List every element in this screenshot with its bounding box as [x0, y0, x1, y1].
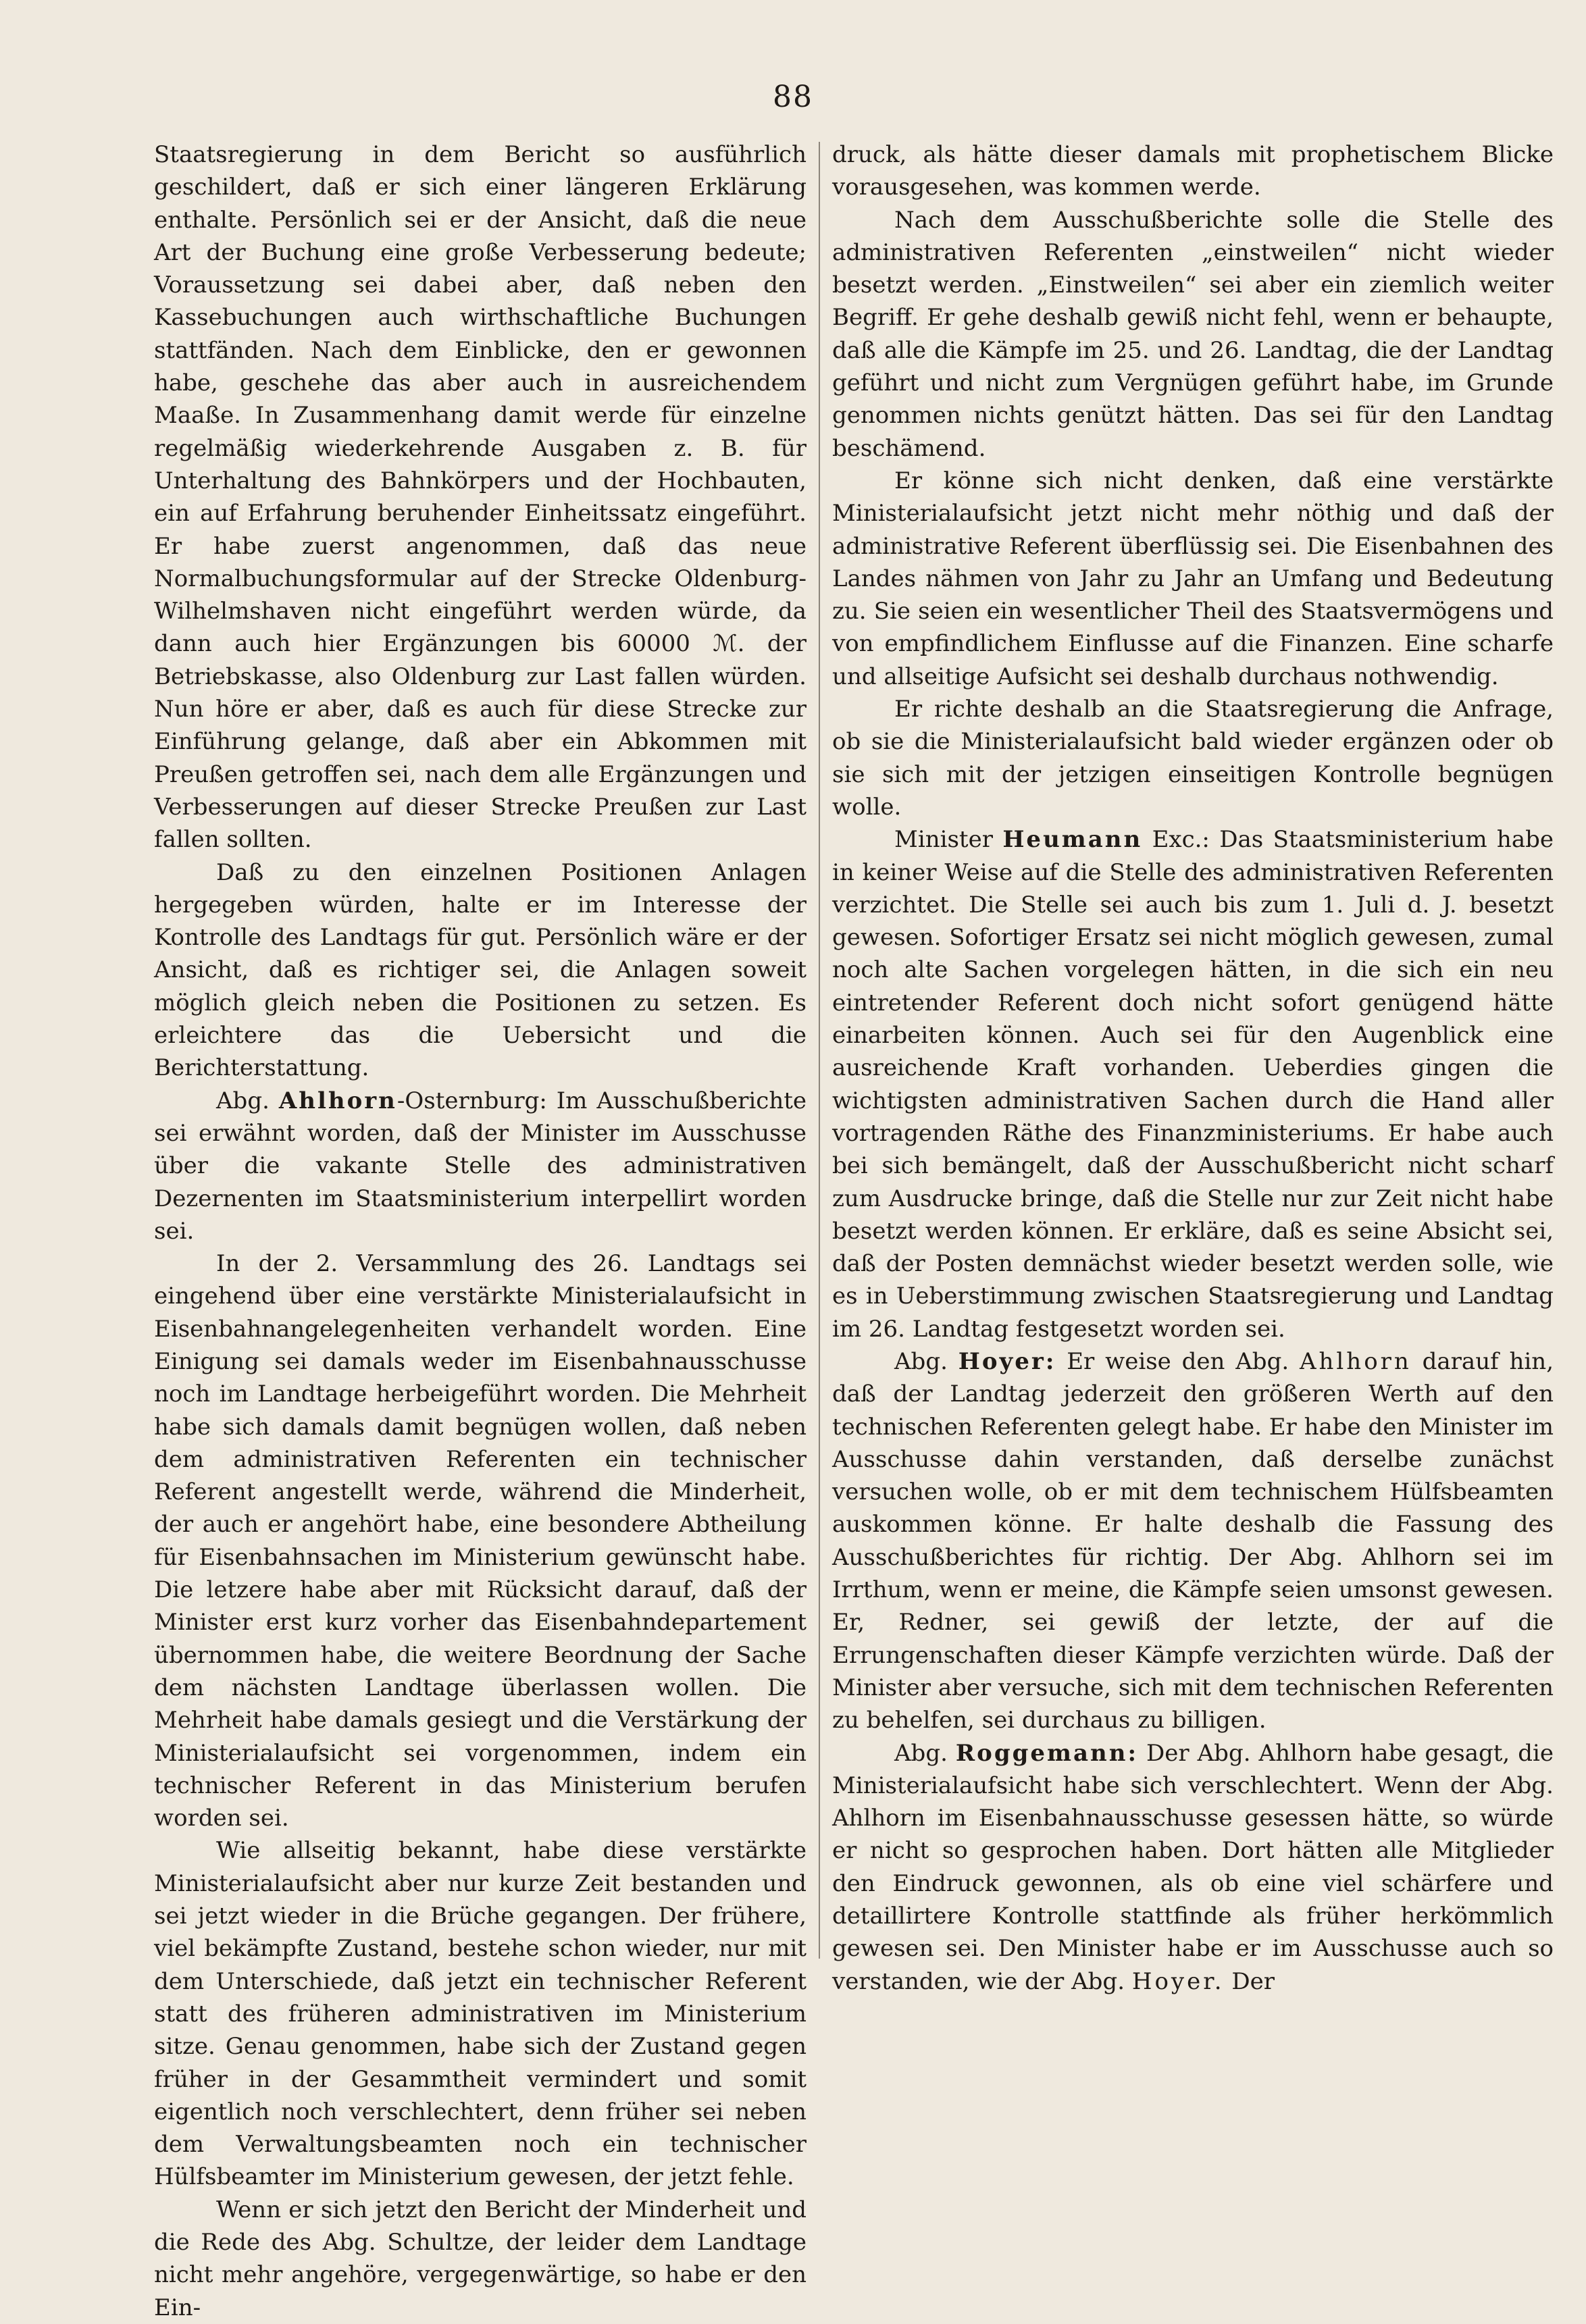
paragraph: Er könne sich nicht denken, daß eine verstärkte Ministerialaufsicht jetzt nicht mehr nöthig und daß der administrative Referent überflüssig sei. Die Eisenbahnen des Landes nähmen von Jahr zu Jahr an Umfang und Bedeutung zu. Sie seien ein wesentlicher Theil des Staatsvermögens und von empfindlichem Einflusse auf die Finanzen. Eine scharfe und allseitige Aufsicht sei deshalb durchaus nothwendig.	[832, 467, 1554, 690]
speaker-name: Ahlhorn	[278, 1087, 397, 1114]
speaker-paragraph	[832, 1345, 1554, 1737]
left-column	[154, 138, 807, 2321]
speaker-name: Roggemann:	[955, 1739, 1138, 1767]
page-number: 88	[773, 80, 813, 114]
spaced-name: Ahlhorn	[1299, 1347, 1412, 1375]
speaker-title: Abg.	[216, 1087, 279, 1114]
speaker-title: Abg.	[894, 1347, 958, 1375]
spaced-name: Hoyer.	[1131, 1967, 1225, 1995]
speaker-name: Hoyer:	[958, 1347, 1056, 1375]
paragraph: Wie allseitig bekannt, habe diese verstärkte Ministerialaufsicht aber nur kurze Zeit bestanden und sei jetzt wieder in die Brüche gegangen. Der frühere, viel bekämpfte Zustand, bestehe schon wieder, nur mit dem Unterschiede, daß jetzt ein technischer Referent statt des früheren administrativen im Ministerium sitze. Genau genommen, habe sich der Zustand gegen früher in der Gesammtheit vermindert und somit eigentlich noch verschlechtert, denn früher sei neben dem Verwaltungsbeamten noch ein technischer Hülfsbeamter im Ministerium gewesen, der jetzt fehle.	[154, 1837, 807, 2191]
speech-text: darauf hin, daß der Landtag jederzeit den größeren Werth auf den technischen Referenten gelegt habe. Er habe den Minister im Ausschusse dahin verstanden, daß derselbe zunächst versuchen wolle, ob er mit dem technischem Hülfsbeamten auskommen könne. Er halte deshalb die Fassung des Ausschußberichtes für richtig. Der Abg. Ahlhorn sei im Irrthum, wenn er meine, die Kämpfe seien umsonst gewesen. Er, Redner, sei gewiß der letzte, der auf die Errungenschaften dieser Kämpfe verzichten würde. Daß der Minister aber versuche, sich mit dem technischen Referenten zu behelfen, sei durchaus zu billigen.	[832, 1347, 1554, 1734]
paragraph: Daß zu den einzelnen Positionen Anlagen hergegeben würden, halte er im Interesse der Kontrolle des Landtags für gut. Persönlich wäre er der Ansicht, daß es richtiger sei, die Anlagen soweit möglich gleich neben die Positionen zu setzen. Es erleichtere das die Uebersicht und die Berichterstattung.	[154, 858, 807, 1082]
speaker-paragraph	[832, 1737, 1554, 1998]
right-column	[832, 138, 1554, 2043]
speaker-paragraph	[154, 1085, 807, 1247]
column-divider	[819, 142, 820, 1959]
speech-text: Er weise den Abg.	[1056, 1347, 1300, 1375]
paragraph: druck, als hätte dieser damals mit prophetischem Blicke vorausgesehen, was kommen werde.	[832, 141, 1554, 201]
speaker-name: Heumann	[1002, 826, 1143, 854]
paragraph: Wenn er sich jetzt den Bericht der Minderheit und die Rede des Abg. Schultze, der leider dem Landtage nicht mehr angehöre, vergegenwärtige, so habe er den Ein-	[154, 2196, 807, 2321]
paragraph: Er richte deshalb an die Staatsregierung die Anfrage, ob sie die Ministerialaufsicht bald wieder ergänzen oder ob sie sich mit der jetzigen einseitigen Kontrolle begnügen wolle.	[832, 696, 1554, 821]
speech-text: Der Abg. Ahlhorn habe gesagt, die Ministerialaufsicht habe sich verschlechtert. Wenn der Abg. Ahlhorn im Eisenbahnausschusse gesessen hätte, so würde er nicht so gesprochen haben. Dort hätten alle Mitglieder den Eindruck gewonnen, als ob eine viel schärfere und detaillirtere Kontrolle stattfinde als früher herkömmlich gewesen sei. Den Minister habe er im Ausschusse auch so verstanden, wie der Abg.	[832, 1739, 1554, 1995]
paragraph: Staatsregierung in dem Bericht so ausführlich geschildert, daß er sich einer längeren Erklärung enthalte. Persönlich sei er der Ansicht, daß die neue Art der Buchung eine große Verbesserung bedeute; Voraussetzung sei dabei aber, daß neben den Kassebuchungen auch wirthschaftliche Buchungen stattfänden. Nach dem Einblicke, den er gewonnen habe, geschehe das aber auch in ausreichendem Maaße. In Zusammenhang damit werde für einzelne regelmäßig wiederkehrende Ausgaben z. B. für Unterhaltung des Bahnkörpers und der Hochbauten, ein auf Erfahrung beruhender Einheitssatz eingeführt. Er habe zuerst angenommen, daß das neue Normalbuchungsformular auf der Strecke Oldenburg-Wilhelmshaven nicht eingeführt werden würde, da dann auch hier Ergänzungen bis 60000 ℳ. der Betriebskasse, also Oldenburg zur Last fallen würden. Nun höre er aber, daß es auch für diese Strecke zur Einführung gelange, daß aber ein Abkommen mit Preußen getroffen sei, nach dem alle Ergänzungen und Verbesserungen auf dieser Strecke Preußen zur Last fallen sollten.	[154, 141, 807, 854]
speech-text: Der	[1224, 1967, 1275, 1995]
speaker-title: Minister	[894, 826, 1003, 854]
paragraph: Nach dem Ausschußberichte solle die Stelle des administrativen Referenten „einstweilen“ nicht wieder besetzt werden. „Einstweilen“ sei aber ein ziemlich weiter Begriff. Er gehe deshalb gewiß nicht fehl, wenn er behaupte, daß alle die Kämpfe im 25. und 26. Landtag, die der Landtag geführt und nicht zum Vergnügen geführt habe, im Grunde genommen nichts genützt hätten. Das sei für den Landtag beschämend.	[832, 206, 1554, 462]
speech-text: -Osternburg: Im Ausschußberichte sei erwähnt worden, daß der Minister im Ausschusse über die vakante Stelle des administrativen Dezernenten im Staatsministerium interpellirt worden sei.	[154, 1087, 807, 1245]
speaker-title: Abg.	[894, 1739, 956, 1767]
paragraph: In der 2. Versammlung des 26. Landtags sei eingehend über eine verstärkte Ministerialaufsicht in Eisenbahnangelegenheiten verhandelt worden. Eine Einigung sei damals weder im Eisenbahnausschusse noch im Landtage herbeigeführt worden. Die Mehrheit habe sich damals damit begnügen wollen, daß neben dem administrativen Referenten ein technischer Referent angestellt werde, während die Minderheit, der auch er angehört habe, eine besondere Abtheilung für Eisenbahnsachen im Ministerium gewünscht habe. Die letzere habe aber mit Rücksicht darauf, daß der Minister erst kurz vorher das Eisenbahndepartement übernommen habe, die weitere Beordnung der Sache dem nächsten Landtage überlassen wollen. Die Mehrheit habe damals gesiegt und die Verstärkung der Ministerialaufsicht sei vorgenommen, indem ein technischer Referent in das Ministerium berufen worden sei.	[154, 1250, 807, 1832]
speaker-paragraph	[832, 823, 1554, 1345]
speech-text: Exc.: Das Staatsministerium habe in keiner Weise auf die Stelle des administrativen Referenten verzichtet. Die Stelle sei auch bis zum 1. Juli d. J. besetzt gewesen. Sofortiger Ersatz sei nicht möglich gewesen, zumal noch alte Sachen vorgelegen hätten, in die sich ein neu eintretender Referent doch nicht sofort genügend hätte einarbeiten können. Auch sei für den Augenblick eine ausreichende Kraft vorhanden. Ueberdies gingen die wichtigsten administrativen Sachen durch die Hand aller vortragenden Räthe des Finanzministeriums. Er habe auch bei sich bemängelt, daß der Ausschußbericht nicht scharf zum Ausdrucke bringe, daß die Stelle nur zur Zeit nicht habe besetzt werden können. Er erkläre, daß es seine Absicht sei, daß der Posten demnächst wieder besetzt werden solle, wie es in Ueberstimmung zwischen Staatsregierung und Landtag im 26. Landtag festgesetzt worden sei.	[832, 826, 1554, 1343]
